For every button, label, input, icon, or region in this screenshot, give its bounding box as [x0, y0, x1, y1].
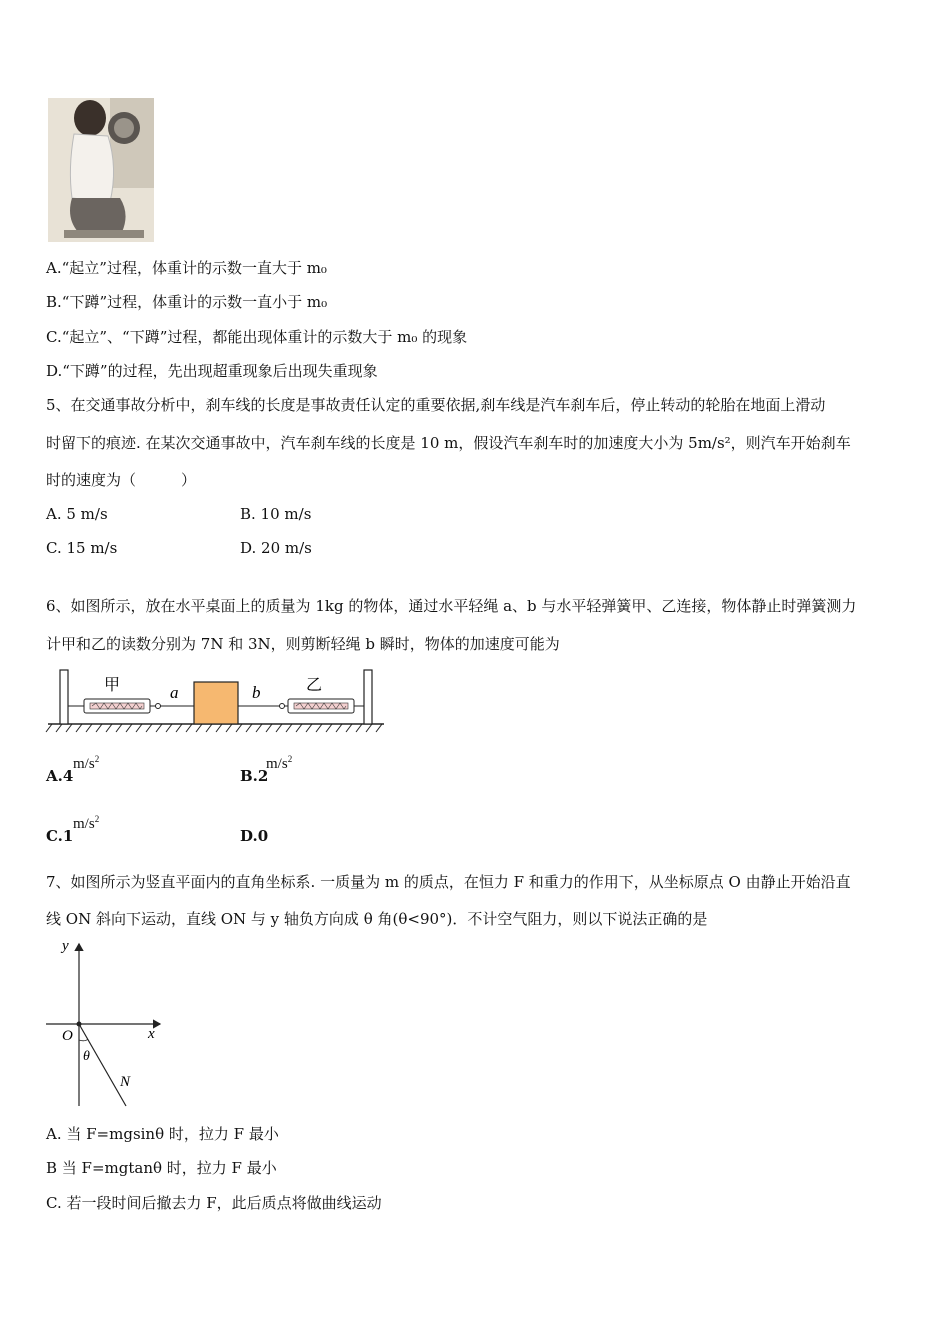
- q5-option-d: D. 20 m/s: [240, 539, 312, 557]
- q5-text-line3: 时的速度为（ ）: [46, 471, 197, 489]
- q7-option-a: A. 当 F=mgsinθ 时，拉力 F 最小: [46, 1125, 279, 1143]
- scale-photo: [48, 98, 154, 242]
- origin-label: O: [62, 1028, 73, 1044]
- q5-option-a: A. 5 m/s: [46, 505, 108, 523]
- spring-scale-diagram: [44, 666, 389, 736]
- theta-label: θ: [83, 1049, 90, 1064]
- q6-option-c-unit: $m/s^2$: [73, 814, 100, 832]
- q6-option-b-unit: $m/s^2$: [266, 754, 293, 772]
- label-jia: 甲: [104, 677, 121, 694]
- label-yi: 乙: [306, 677, 323, 694]
- q4-option-a: A.“起立”过程，体重计的示数一直大于 m₀: [46, 259, 327, 277]
- q6-option-b: B.2: [240, 767, 269, 785]
- q6-option-a-unit: $m/s^2$: [73, 754, 100, 772]
- axis-y-label: y: [62, 938, 69, 954]
- q7-option-b: B 当 F=mgtanθ 时，拉力 F 最小: [46, 1159, 277, 1177]
- q6-option-d: D.0: [240, 827, 269, 845]
- q4-option-c: C.“起立”、“下蹲”过程，都能出现体重计的示数大于 m₀ 的现象: [46, 328, 468, 346]
- q5-option-c: C. 15 m/s: [46, 539, 118, 557]
- q5-text-line2: 时留下的痕迹. 在某次交通事故中，汽车刹车线的长度是 10 m，假设汽车刹车时的加速度大小为 5m/s²，则汽车开始刹车: [46, 434, 851, 452]
- label-a: a: [170, 683, 179, 702]
- n-label: N: [120, 1074, 131, 1090]
- q6-text-line2: 计甲和乙的读数分别为 7N 和 3N，则剪断轻绳 b 瞬时，物体的加速度可能为: [46, 635, 560, 653]
- q6-text-line1: 6、如图所示，放在水平桌面上的质量为 1kg 的物体，通过水平轻绳 a、b 与水平轻弹簧甲、乙连接，物体静止时弹簧测力: [46, 597, 857, 615]
- q7-option-c: C. 若一段时间后撤去力 F，此后质点将做曲线运动: [46, 1194, 382, 1212]
- q6-option-c: C.1: [46, 827, 74, 845]
- q5-option-b: B. 10 m/s: [240, 505, 312, 523]
- q4-option-b: B.“下蹲”过程，体重计的示数一直小于 m₀: [46, 293, 328, 311]
- q5-text-line1: 5、在交通事故分析中，刹车线的长度是事故责任认定的重要依据,刹车线是汽车刹车后，停止转动的轮胎在地面上滑动: [46, 396, 826, 414]
- q6-option-a: A.4: [46, 767, 74, 785]
- q7-text-line2: 线 ON 斜向下运动，直线 ON 与 y 轴负方向成 θ 角(θ<90°)．不计空气阻力，则以下说法正确的是: [46, 910, 708, 928]
- label-b: b: [252, 683, 261, 702]
- axis-x-label: x: [148, 1026, 155, 1042]
- q7-text-line1: 7、如图所示为竖直平面内的直角坐标系. 一质量为 m 的质点，在恒力 F 和重力的作用下，从坐标原点 O 由静止开始沿直: [46, 873, 851, 891]
- coordinate-diagram: [40, 936, 170, 1112]
- q4-option-d: D.“下蹲”的过程，先出现超重现象后出现失重现象: [46, 362, 378, 380]
